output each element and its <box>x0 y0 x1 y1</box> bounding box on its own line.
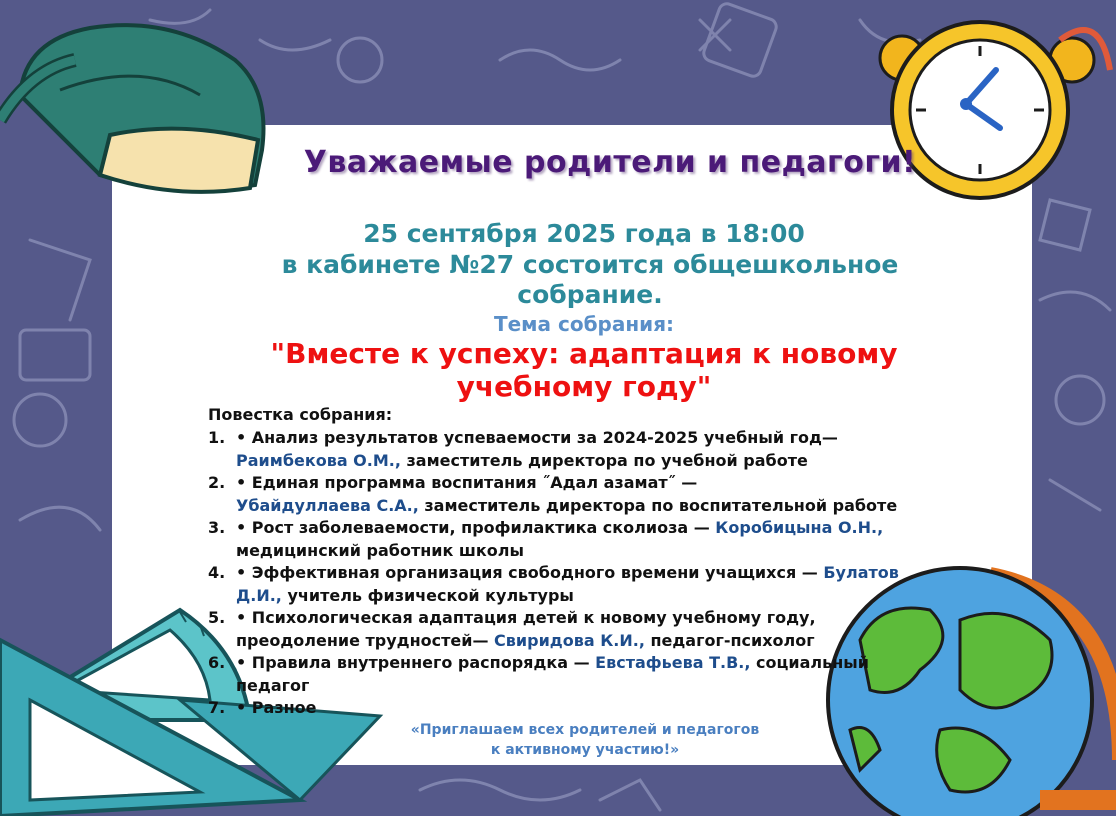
agenda-item-text: • Психологическая адаптация детей к новому учебному году, <box>236 608 816 627</box>
agenda-item <box>208 607 948 652</box>
agenda-item-text: • Анализ результатов успеваемости за 2024-2025 учебный год— <box>236 428 838 447</box>
agenda-item-role: учитель физической культуры <box>281 585 574 605</box>
backpack-icon <box>0 25 263 192</box>
agenda-item-number: 4. <box>208 563 226 582</box>
topic-title-line-2: учебному году" <box>456 370 712 403</box>
agenda-item <box>208 517 948 562</box>
agenda-item-number: 2. <box>208 473 226 492</box>
meeting-place-line-2: собрание. <box>517 280 663 309</box>
agenda-item-number: 6. <box>208 653 226 672</box>
agenda-list <box>208 427 948 720</box>
agenda-item-text: • Рост заболеваемости, профилактика сколиоза — <box>236 518 716 537</box>
agenda-title: Повестка собрания: <box>208 405 393 424</box>
agenda-item-number: 1. <box>208 428 226 447</box>
agenda-item-speaker: Убайдуллаева С.А., <box>236 495 419 515</box>
agenda-item <box>208 697 948 720</box>
agenda-item-number: 7. <box>208 698 226 717</box>
agenda-item-role: социальный <box>750 653 869 672</box>
agenda-item-speaker: Раимбекова О.М., <box>236 450 401 470</box>
agenda-item-speaker: Евстафьева Т.В., <box>595 653 751 672</box>
agenda-item-role-cont: педагог <box>236 675 310 695</box>
agenda-item-number: 3. <box>208 518 226 537</box>
agenda-item <box>208 562 948 607</box>
agenda-item-role: заместитель директора по учебной работе <box>400 450 808 470</box>
agenda-item-role: медицинский работник школы <box>236 540 524 560</box>
agenda-item-text: • Правила внутреннего распорядка — <box>236 653 596 672</box>
agenda-item-speaker: Свиридова К.И., <box>494 630 645 650</box>
agenda-item-speaker: Булатов <box>823 563 899 582</box>
agenda-item-text-cont: преодоление трудностей— <box>236 630 495 650</box>
agenda-item <box>208 652 948 697</box>
agenda-item-text: • Эффективная организация свободного времени учащихся — <box>236 563 824 582</box>
agenda-item-role: педагог-психолог <box>644 630 815 650</box>
invitation-line-1: «Приглашаем всех родителей и педагогов <box>410 722 760 738</box>
agenda-item-role: заместитель директора по воспитательной работе <box>418 495 898 515</box>
agenda-item <box>208 472 948 517</box>
page-title: Уважаемые родители и педагоги! <box>303 145 917 180</box>
agenda-item-speaker-initials: Д.И., <box>236 585 282 605</box>
topic-title-line-1: "Вместе к успеху: адаптация к новому <box>270 337 898 370</box>
meeting-date: 25 сентября 2025 года в 18:00 <box>363 219 805 248</box>
meeting-place-line-1: в кабинете №27 состоится общешкольное <box>281 250 899 279</box>
agenda-item-number: 5. <box>208 608 226 627</box>
agenda-item-speaker: Коробицына О.Н., <box>715 518 884 537</box>
invitation-line-2: к активному участию!» <box>490 742 680 758</box>
topic-label: Тема собрания: <box>493 312 675 336</box>
agenda-item-text: • Разное <box>236 698 317 717</box>
agenda-item <box>208 427 948 472</box>
agenda-item-text: • Единая программа воспитания ˝Адал азамат˝ — <box>236 473 698 492</box>
